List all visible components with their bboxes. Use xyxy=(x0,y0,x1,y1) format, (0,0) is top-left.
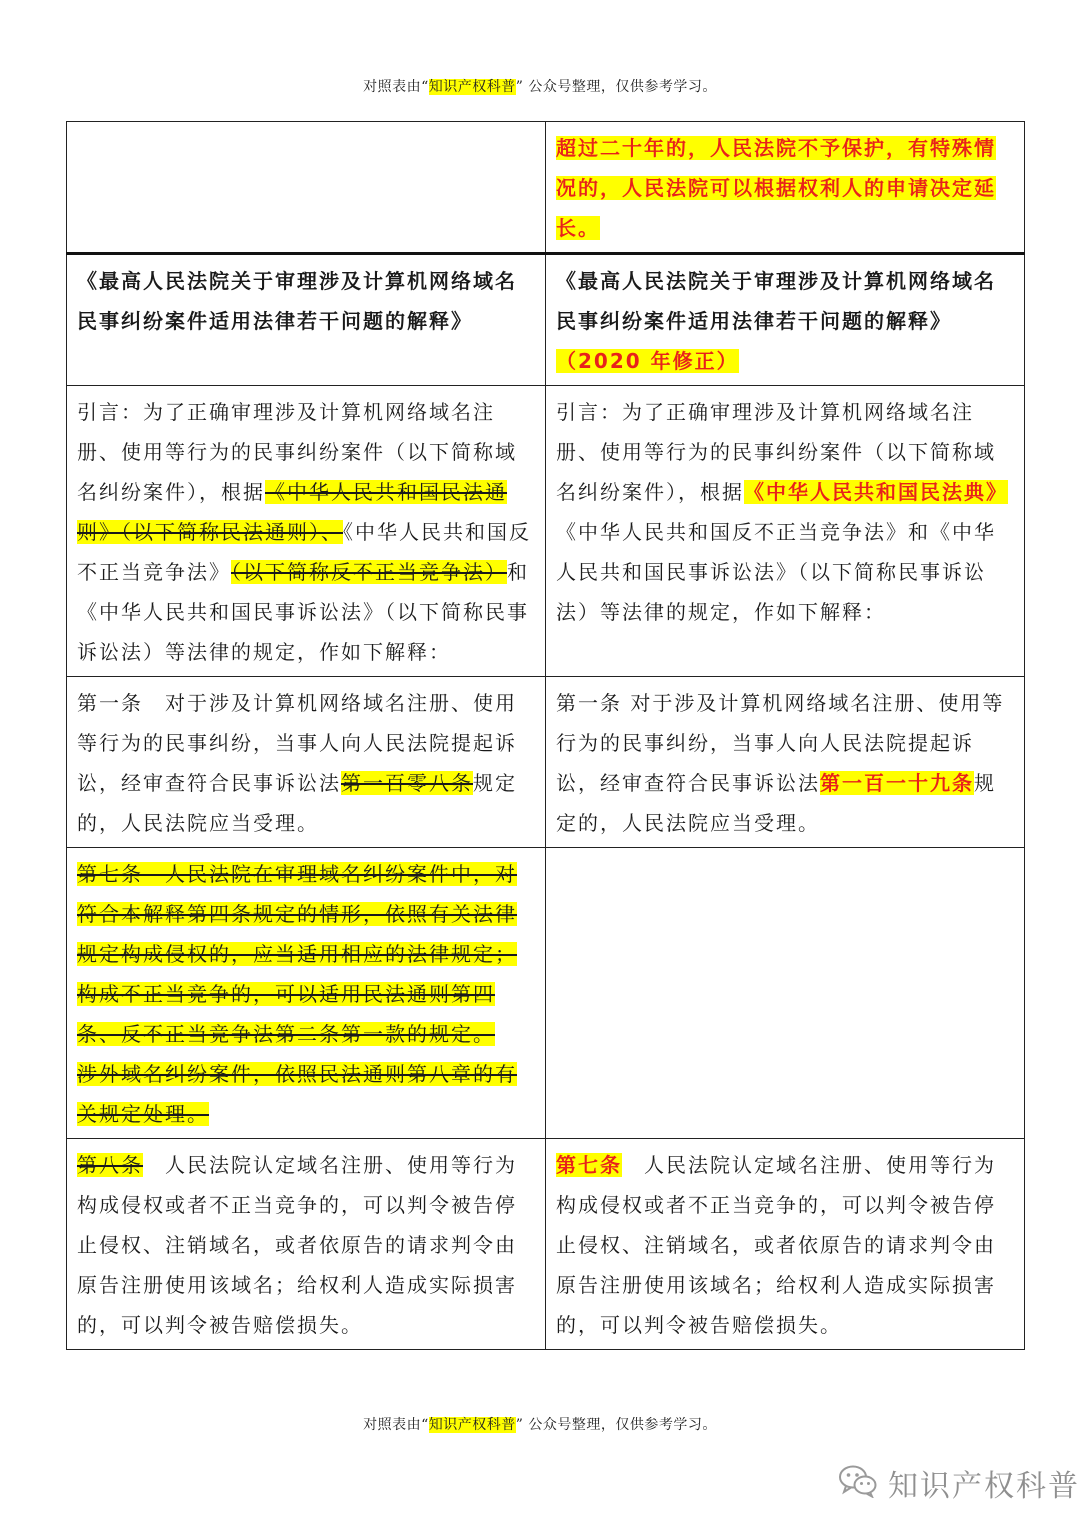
new-article-1-text-b: 规定的，人民法院应当受理。 xyxy=(556,771,996,835)
new-article-1-cell xyxy=(546,677,1025,848)
header-prefix: 对照表由“ xyxy=(363,79,429,95)
wechat-icon xyxy=(838,1464,878,1502)
old-article-7-deleted-p2: 涉外域名纠纷案件，依照民法通则第八章的有关规定处理。 xyxy=(77,1062,517,1126)
new-cell-continuation xyxy=(546,122,1025,254)
new-article-7-number: 第七条 xyxy=(556,1153,622,1177)
old-preamble-cell xyxy=(67,386,546,677)
table-row xyxy=(67,386,1025,677)
new-preamble-text-b: 《中华人民共和国反不正当竞争法》和《中华人民共和国民事诉讼法》（以下简称民事诉讼法）等法律的规定，作如下解释： xyxy=(556,520,996,624)
old-article-8-text: 人民法院认定域名注册、使用等行为构成侵权或者不正当竞争的，可以判令被告停止侵权、注销域名，或者依原告的请求判令由原告注册使用该域名；给权利人造成实际损害的，可以判令被告赔偿损失。 xyxy=(77,1153,517,1337)
header-note xyxy=(0,76,1080,96)
footer-prefix: 对照表由“ xyxy=(363,1417,429,1433)
new-article-7-cell-empty xyxy=(546,848,1025,1139)
table-row xyxy=(67,1139,1025,1350)
new-preamble-added: 《中华人民共和国民法典》 xyxy=(744,480,1008,504)
new-title: 《最高人民法院关于审理涉及计算机网络域名民事纠纷案件适用法律若干问题的解释》 xyxy=(556,269,996,333)
new-article-7-renumbered-cell xyxy=(546,1139,1025,1350)
old-article-1-text-a: 对于涉及计算机网络域名注册、使用等行为的民事纠纷，当事人向人民法院提起诉讼，经审查符合民事诉讼法 xyxy=(77,691,517,795)
new-title-revision-note: （2020 年修正） xyxy=(556,349,739,373)
old-article-7-deleted-p1: 第七条 人民法院在审理域名纠纷案件中，对符合本解释第四条规定的情形，依照有关法律规定构成侵权的，应当适用相应的法律规定；构成不正当竞争的，可以适用民法通则第四条、反不正当竞争法第二条第一款的规定。 xyxy=(77,862,517,1046)
old-preamble-text-a: 引言：为了正确审理涉及计算机网络域名注册、使用等行为的民事纠纷案件（以下简称域名纠纷案件），根据 xyxy=(77,400,517,504)
old-preamble-deleted-2: （以下简称反不正当竞争法） xyxy=(231,560,507,584)
new-title-cell xyxy=(546,254,1025,386)
header-account-name: 知识产权科普 xyxy=(428,79,516,95)
footer-account-name: 知识产权科普 xyxy=(428,1417,516,1433)
old-title-cell xyxy=(67,254,546,386)
new-continuation-text: 超过二十年的，人民法院不予保护，有特殊情况的，人民法院可以根据权利人的申请决定延长。 xyxy=(556,136,996,240)
table-row xyxy=(67,122,1025,254)
new-article-1-text-a: 第一条 对于涉及计算机网络域名注册、使用等行为的民事纠纷，当事人向人民法院提起诉讼，经审查符合民事诉讼法 xyxy=(556,691,1005,795)
old-preamble-text-b: 《中华人民共和国反不正当竞争法》 xyxy=(77,520,531,584)
old-article-1-deleted: 第一百零八条 xyxy=(341,771,473,795)
new-article-1-added: 第一百一十九条 xyxy=(820,771,974,795)
old-article-8-number-deleted: 第八条 xyxy=(77,1153,143,1177)
table-row xyxy=(67,848,1025,1139)
old-article-1-number: 第一条 xyxy=(77,691,143,715)
old-article-7-cell xyxy=(67,848,546,1139)
old-article-1-text-b: 规定的，人民法院应当受理。 xyxy=(77,771,517,835)
header-suffix: ” 公众号整理，仅供参考学习。 xyxy=(515,79,717,95)
footer-suffix: ” 公众号整理，仅供参考学习。 xyxy=(515,1417,717,1433)
new-preamble-cell xyxy=(546,386,1025,677)
old-article-1-cell xyxy=(67,677,546,848)
new-preamble-text-a: 引言：为了正确审理涉及计算机网络域名注册、使用等行为的民事纠纷案件（以下简称域名纠纷案件），根据 xyxy=(556,400,996,504)
new-article-7-text: 人民法院认定域名注册、使用等行为构成侵权或者不正当竞争的，可以判令被告停止侵权、注销域名，或者依原告的请求判令由原告注册使用该域名；给权利人造成实际损害的，可以判令被告赔偿损失。 xyxy=(556,1153,996,1337)
old-article-8-cell xyxy=(67,1139,546,1350)
footer-note xyxy=(0,1414,1080,1434)
old-cell-empty xyxy=(67,122,546,254)
table-row xyxy=(67,254,1025,386)
old-preamble-text-c: 和《中华人民共和国民事诉讼法》（以下简称民事诉讼法）等法律的规定，作如下解释： xyxy=(77,560,529,664)
comparison-table xyxy=(66,121,1025,1350)
watermark xyxy=(838,1460,1080,1506)
watermark-text: 知识产权科普 xyxy=(888,1469,1080,1504)
old-preamble-deleted-1: 《中华人民共和国民法通则》（以下简称民法通则）、 xyxy=(77,480,507,544)
old-title: 《最高人民法院关于审理涉及计算机网络域名民事纠纷案件适用法律若干问题的解释》 xyxy=(77,269,517,333)
table-row xyxy=(67,677,1025,848)
